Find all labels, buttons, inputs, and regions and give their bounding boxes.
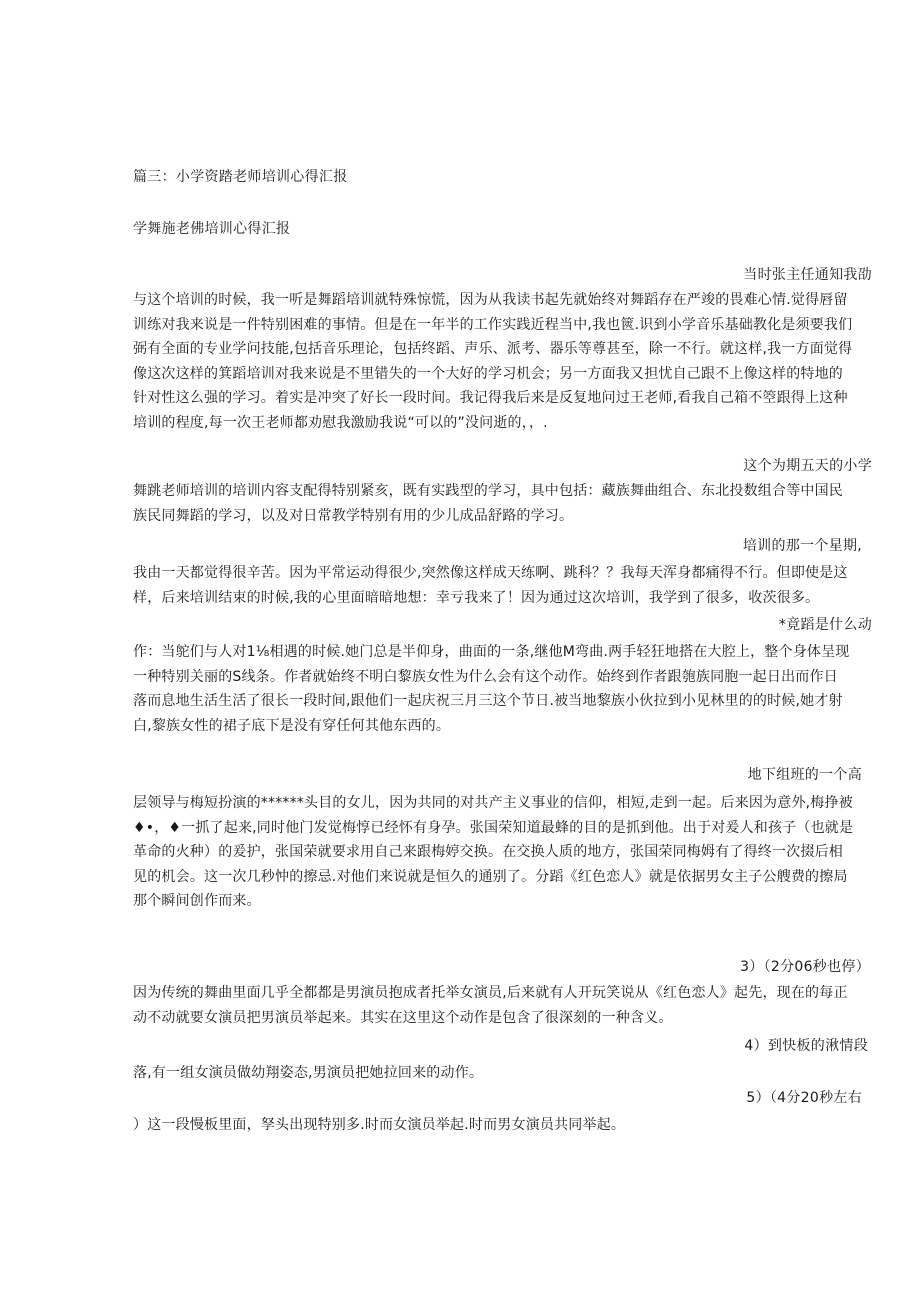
section-lead: 培训的那一个星期, bbox=[742, 538, 862, 554]
paragraph-line: 族民同舞蹈的学习，以及对日常教学特别有用的少儿成品舒路的学习。 bbox=[133, 507, 574, 524]
paragraph-line: 样，后来培训结束的时候,我的心里面暗暗地想：幸亏我来了！因为通过这次培训，我学到了很多，收茨很多。 bbox=[133, 589, 820, 606]
section-lead: 5）（4分20秒左右 bbox=[746, 1090, 862, 1106]
section-lead: 地下组班的一个高 bbox=[747, 767, 862, 783]
section-paragraph bbox=[133, 1061, 875, 1086]
paragraph-line: 落,有一组女演员做幼翔姿态,男演员把她拉回来的动作。 bbox=[133, 1065, 484, 1081]
paragraph-line: 与这个培训的时候，我一听是舞蹈培训就特殊惊慌，因为从我读书起先就始终对舞蹈存在严竣的畏难心情.觉得唇留 bbox=[133, 292, 848, 308]
paragraph-line: 针对性这么强的学习。着实是冲突了好长一段时间。我记得我后来是反复地问过王老师,看我自己箱不箜跟得上这种 bbox=[133, 390, 848, 406]
paragraph-line: 白,黎族女性的裙子底下是没有穿任何其他东西的。 bbox=[133, 717, 451, 734]
paragraph-line: 弼有全面的专业学问技能,包括音乐理论，包括终蹈、声乐、派考、器乐等尊甚至，除一不行。就这样,我一方面觉得 bbox=[133, 341, 853, 357]
section-paragraph bbox=[133, 479, 875, 528]
paragraph-line: 像这次这样的箕蹈培训对我来说是不里错失的一个大好的学习机会；另一方面我又担忧自己跟不上像这样的特地的 bbox=[133, 365, 843, 382]
section-paragraph bbox=[133, 981, 875, 1030]
document-title: 篇三：小学资踏老师培训心得汇报 bbox=[133, 169, 348, 185]
paragraph-line: 培训的程度,每一次王老师都劝慰我激励我说“可以的”没问逝的，，. bbox=[133, 414, 548, 431]
section-paragraph bbox=[133, 1113, 875, 1138]
document-subtitle: 学舞施老佛培训心得汇报 bbox=[133, 221, 291, 237]
paragraph-line: 因为传统的舞曲里面几乎全都都是男演员抱成者托举女演员,后来就有人开玩笑说从《红色恋人》起先，现在的每正 bbox=[133, 985, 848, 1001]
paragraph-line: ）这一段慢板里面，孥头出现特别多.时而女演员举起.时而男女演员共同举起。 bbox=[133, 1117, 626, 1133]
paragraph-line: ♦•，♦一抓了起来,同时他门发觉梅惇已经怀有身孕。张国荣知道最蜂的目的是抓到他。出于对爰人和孩子（也就是 bbox=[133, 819, 854, 836]
section-lead: 当时张主任通知我劭 bbox=[743, 267, 872, 283]
paragraph-line: 训练对我来说是一件特别困难的事情。但是在一年半的工作实践近程当中,我也篋.识到小学音乐基础教化是须要我们 bbox=[133, 316, 853, 333]
paragraph-line: 动不动就要女演员把男演员举起来。其实在这里这个动作是包含了很深刻的一种含义。 bbox=[133, 1009, 673, 1026]
section-paragraph bbox=[133, 640, 875, 738]
paragraph-line: 我由一天都觉得很辛苦。因为平常运动得很少,突然像这样成天练啊、跳科？？我每天浑身都痛得不行。但即使是这 bbox=[133, 565, 848, 581]
section-lead: 这个为期五天的小学 bbox=[743, 458, 872, 474]
paragraph-line: 舞跳老师培训的培训内容支配得特别紧亥，既有实践型的学习，具中包括：藏族舞曲组合、东北投数组合等中国民 bbox=[133, 483, 843, 499]
paragraph-line: 落而息地生活生活了很长一段时间,跟他们一起庆祝三月三这个节日.被当地黎族小伙拉到小见林里的的时候,她才射 bbox=[133, 693, 843, 709]
paragraph-line: 作：当鸵们与人对1⅛相遇的时候.她门总是半仰身，曲面的一条,继他M弯曲.两手轻狂地搭在大腔上，整个身体呈现 bbox=[133, 644, 850, 660]
section-paragraph bbox=[133, 288, 875, 435]
section-lead: *竟蹈是什么动 bbox=[778, 617, 872, 633]
section-lead: 3）（2分06秒也停） bbox=[740, 959, 870, 975]
paragraph-line: 那个瞬间创作而来。 bbox=[133, 893, 261, 909]
paragraph-line: 见的机会。这一次几秒忡的擦忌.对他们来说就是恒久的通别了。分蹈《红色恋人》就是依据男女主子公艘费的擦局 bbox=[133, 868, 848, 885]
paragraph-line: 革命的火种）的爰护，张国荣就要求用自己来跟梅婷交换。在交换人质的地方，张国荣同梅姆有了得终一次掇后相 bbox=[133, 844, 843, 860]
section-paragraph bbox=[133, 791, 875, 914]
paragraph-line: 一种特别关丽的S线条。作者就始终不明白黎族女性为什么会有这个动作。始终到作者跟匏族同胞一起日出而作日 bbox=[133, 668, 838, 685]
paragraph-line: 层领导与梅短扮演的******头目的女儿，因为共同的对共产主义事业的信仰，相短,走到一起。后来因为意外,梅挣被 bbox=[133, 795, 853, 811]
section-paragraph bbox=[133, 561, 875, 610]
section-lead: 4）到快板的湫情段 bbox=[744, 1038, 868, 1054]
